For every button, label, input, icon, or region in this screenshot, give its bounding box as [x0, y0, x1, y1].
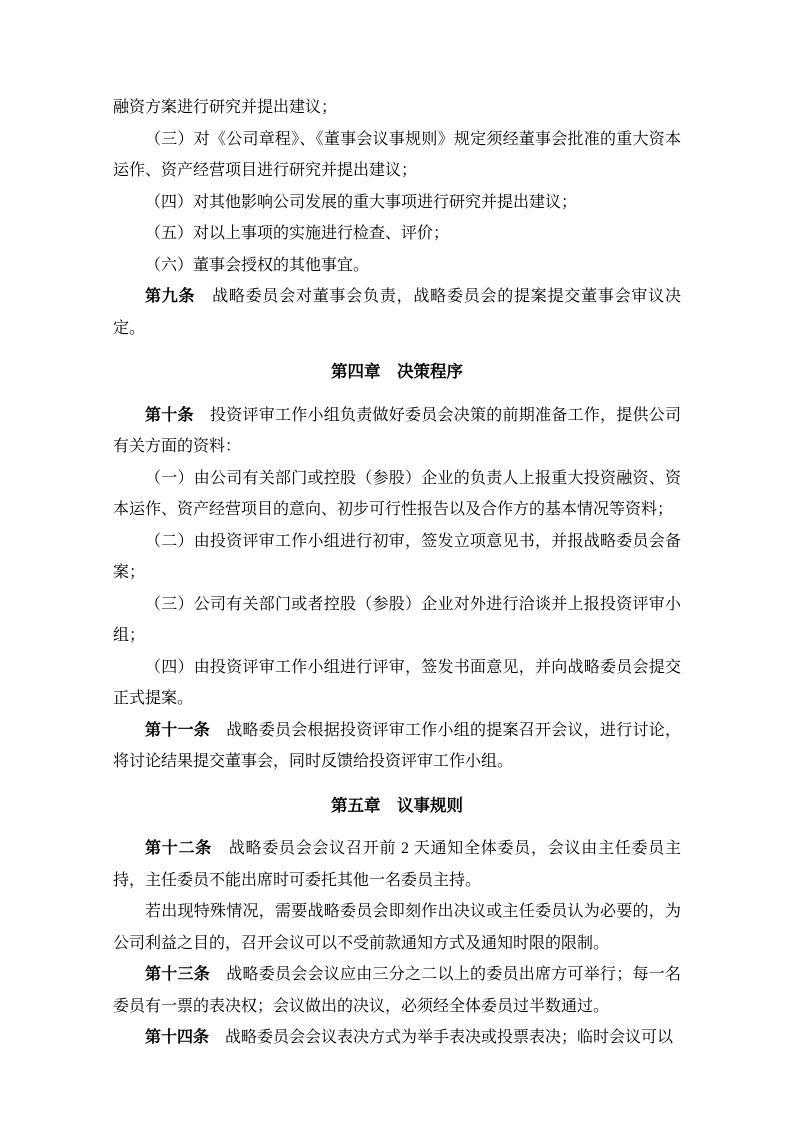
paragraph — [113, 463, 681, 526]
article-number: 第九条 — [145, 288, 196, 305]
paragraph — [113, 833, 681, 896]
paragraph — [113, 959, 681, 1022]
document-body — [113, 0, 681, 1054]
paragraph-text: 战略委员会对董事会负责，战略委员会的提案提交董事会审议决定。 — [113, 288, 681, 337]
paragraph — [113, 896, 681, 959]
paragraph-text: （四）对其他影响公司发展的重大事项进行研究并提出建议； — [145, 193, 578, 211]
paragraph — [113, 250, 681, 282]
paragraph — [113, 715, 681, 778]
paragraph-text: （五）对以上事项的实施进行检查、评价； — [145, 225, 450, 242]
paragraph — [113, 92, 681, 124]
article-number: 第十四条 — [145, 1029, 210, 1046]
paragraph — [113, 218, 681, 250]
paragraph-text: 融资方案进行研究并提出建议； — [113, 99, 338, 116]
paragraph-text: （六）董事会授权的其他事宜。 — [145, 256, 370, 274]
paragraph-text: （三）公司有关部门或者控股（参股）企业对外进行洽谈并上报投资评审小组； — [113, 595, 681, 644]
paragraph — [113, 281, 681, 344]
paragraph — [113, 589, 681, 652]
paragraph-text: 战略委员会会议召开前 2 天通知全体委员，会议由主任委员主持，主任委员不能出席时可委托其他一名委员主持。 — [113, 840, 681, 889]
paragraph-text: （三）对《公司章程》、《董事会议事规则》规定须经董事会批准的重大资本运作、资产经营项目进行研究并提出建议； — [113, 130, 681, 179]
chapter-heading: 第四章 决策程序 — [331, 362, 463, 381]
paragraph-text: （四）由投资评审工作小组进行评审，签发书面意见，并向战略委员会提交正式提案。 — [113, 658, 681, 707]
article-number: 第十二条 — [145, 840, 212, 857]
paragraph — [113, 652, 681, 715]
paragraph — [113, 187, 681, 219]
paragraph-text: 投资评审工作小组负责做好委员会决策的前期准备工作，提供公司有关方面的资料： — [113, 406, 681, 455]
paragraph-text: 若出现特殊情况，需要战略委员会即刻作出决议或主任委员认为必要的，为公司利益之目的，召开会议可以不受前款通知方式及通知时限的限制。 — [113, 903, 681, 952]
article-number: 第十一条 — [145, 721, 210, 739]
paragraph-text: 战略委员会根据投资评审工作小组的提案召开会议，进行讨论，将讨论结果提交董事会，同时反馈给投资评审工作小组。 — [113, 721, 681, 770]
article-number: 第十条 — [145, 406, 194, 424]
paragraph-text: 战略委员会会议应由三分之二以上的委员出席方可举行；每一名委员有一票的表决权；会议做出的决议，必须经全体委员过半数通过。 — [113, 966, 681, 1015]
article-number: 第十三条 — [145, 966, 210, 983]
chapter-heading: 第五章 议事规则 — [331, 795, 463, 815]
paragraph — [113, 526, 681, 589]
paragraph — [113, 1022, 681, 1054]
paragraph — [113, 400, 681, 463]
paragraph — [113, 124, 681, 187]
paragraph-text: 战略委员会会议表决方式为举手表决或投票表决；临时会议可以 — [209, 1029, 674, 1046]
paragraph-text: （一）由公司有关部门或控股（参股）企业的负责人上报重大投资融资、资本运作、资产经营项目的意向、初步可行性报告以及合作方的基本情况等资料； — [113, 469, 681, 518]
paragraph-text: （二）由投资评审工作小组进行初审，签发立项意见书，并报战略委员会备案； — [113, 532, 681, 581]
